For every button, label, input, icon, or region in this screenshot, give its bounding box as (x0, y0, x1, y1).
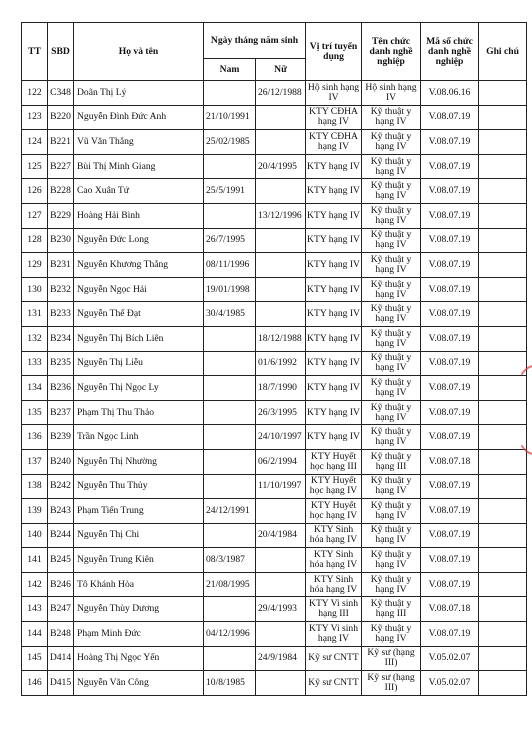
row-dob-female: 29/4/1993 (256, 597, 306, 622)
row-tt: 145 (22, 646, 48, 671)
row-position: KTY hạng IV (306, 154, 362, 179)
row-name: Hoàng Thị Ngọc Yến (74, 646, 204, 671)
row-position: KTY Vi sinh hạng III (306, 597, 362, 622)
row-dob-male: 08/11/1996 (204, 253, 256, 278)
row-tt: 128 (22, 228, 48, 253)
row-code: V.08.07.19 (421, 179, 479, 204)
row-dob-female: 24/9/1984 (256, 646, 306, 671)
row-tt: 146 (22, 671, 48, 696)
table-row (22, 425, 527, 450)
row-sbd: B239 (48, 425, 74, 450)
row-dob-female (256, 105, 306, 130)
header-dob: Ngày tháng năm sinh (204, 23, 306, 59)
row-title: Kỹ thuật y hạng IV (362, 302, 421, 327)
candidate-table (21, 22, 527, 696)
row-code: V.08.06.16 (421, 81, 479, 106)
row-title: Kỹ thuật y hạng IV (362, 130, 421, 155)
row-title: Kỹ thuật y hạng III (362, 449, 421, 474)
row-sbd: B220 (48, 105, 74, 130)
row-position: KTY hạng IV (306, 253, 362, 278)
header-sbd: SBD (48, 23, 74, 81)
row-dob-female (256, 130, 306, 155)
header-tt: TT (22, 23, 48, 81)
row-dob-male: 25/02/1985 (204, 130, 256, 155)
row-title: Kỹ thuật y hạng IV (362, 572, 421, 597)
row-title: Kỹ thuật y hạng IV (362, 326, 421, 351)
table-row (22, 474, 527, 499)
row-position: KTY Sinh hóa hạng IV (306, 572, 362, 597)
row-dob-male: 19/01/1998 (204, 277, 256, 302)
table-row (22, 523, 527, 548)
header-male: Nam (204, 59, 256, 81)
row-title: Kỹ thuật y hạng IV (362, 523, 421, 548)
row-position: KTY hạng IV (306, 400, 362, 425)
row-sbd: B230 (48, 228, 74, 253)
row-note (479, 572, 527, 597)
row-name: Nguyễn Thu Thủy (74, 474, 204, 499)
row-code: V.08.07.19 (421, 400, 479, 425)
document-page (21, 22, 526, 696)
row-tt: 137 (22, 449, 48, 474)
row-tt: 139 (22, 499, 48, 524)
row-code: V.08.07.19 (421, 351, 479, 376)
row-position: KTY hạng IV (306, 203, 362, 228)
row-sbd: B235 (48, 351, 74, 376)
table-row (22, 376, 527, 401)
row-sbd: B244 (48, 523, 74, 548)
row-code: V.08.07.19 (421, 326, 479, 351)
row-name: Nguyễn Thùy Dương (74, 597, 204, 622)
table-row (22, 622, 527, 647)
row-dob-male (204, 449, 256, 474)
row-position: KTY hạng IV (306, 228, 362, 253)
row-dob-male: 26/7/1995 (204, 228, 256, 253)
row-code: V.05.02.07 (421, 646, 479, 671)
row-dob-female: 18/12/1988 (256, 326, 306, 351)
header-female: Nữ (256, 59, 306, 81)
row-note (479, 671, 527, 696)
table-header-row (22, 23, 527, 59)
row-position: KTY Vi sinh hạng IV (306, 622, 362, 647)
row-position: KTY Sinh hóa hạng IV (306, 523, 362, 548)
row-note (479, 548, 527, 573)
row-dob-female: 01/6/1992 (256, 351, 306, 376)
row-name: Vũ Văn Thắng (74, 130, 204, 155)
row-position: KTY CĐHA hạng IV (306, 130, 362, 155)
row-sbd: B247 (48, 597, 74, 622)
row-dob-female (256, 671, 306, 696)
row-dob-female: 18/7/1990 (256, 376, 306, 401)
table-row (22, 302, 527, 327)
row-dob-female (256, 572, 306, 597)
row-name: Bùi Thị Minh Giang (74, 154, 204, 179)
row-tt: 122 (22, 81, 48, 106)
row-name: Phạm Minh Đức (74, 622, 204, 647)
row-dob-female (256, 302, 306, 327)
row-dob-female: 20/4/1995 (256, 154, 306, 179)
row-code: V.05.02.07 (421, 671, 479, 696)
row-note (479, 351, 527, 376)
row-tt: 123 (22, 105, 48, 130)
row-dob-male: 30/4/1985 (204, 302, 256, 327)
row-name: Nguyễn Khương Thắng (74, 253, 204, 278)
row-dob-female (256, 622, 306, 647)
row-note (479, 499, 527, 524)
row-note (479, 130, 527, 155)
row-position: KTY hạng IV (306, 326, 362, 351)
row-code: V.08.07.19 (421, 572, 479, 597)
row-tt: 140 (22, 523, 48, 548)
row-name: Nguyễn Đức Long (74, 228, 204, 253)
row-title: Kỹ thuật y hạng IV (362, 499, 421, 524)
row-sbd: D414 (48, 646, 74, 671)
row-title: Hộ sinh hạng IV (362, 81, 421, 106)
row-tt: 133 (22, 351, 48, 376)
row-note (479, 523, 527, 548)
table-row (22, 548, 527, 573)
row-position: KTY hạng IV (306, 277, 362, 302)
row-title: Kỹ thuật y hạng IV (362, 400, 421, 425)
row-dob-male (204, 474, 256, 499)
row-name: Trần Ngọc Linh (74, 425, 204, 450)
table-row (22, 400, 527, 425)
row-dob-female: 20/4/1984 (256, 523, 306, 548)
table-row (22, 130, 527, 155)
row-note (479, 474, 527, 499)
row-name: Nguyễn Đình Đức Anh (74, 105, 204, 130)
row-dob-male (204, 597, 256, 622)
row-tt: 138 (22, 474, 48, 499)
row-dob-male (204, 154, 256, 179)
row-tt: 132 (22, 326, 48, 351)
table-row (22, 253, 527, 278)
row-position: KTY hạng IV (306, 425, 362, 450)
row-sbd: C348 (48, 81, 74, 106)
row-dob-male (204, 376, 256, 401)
row-note (479, 253, 527, 278)
row-tt: 129 (22, 253, 48, 278)
header-title: Tên chức danh nghề nghiệp (362, 23, 421, 81)
row-tt: 135 (22, 400, 48, 425)
row-dob-male (204, 203, 256, 228)
table-row (22, 572, 527, 597)
row-sbd: B240 (48, 449, 74, 474)
row-name: Nguyễn Thị Nhường (74, 449, 204, 474)
row-note (479, 326, 527, 351)
row-name: Nguyễn Thị Chi (74, 523, 204, 548)
row-code: V.08.07.19 (421, 622, 479, 647)
row-name: Doãn Thị Lý (74, 81, 204, 106)
table-row (22, 154, 527, 179)
row-note (479, 179, 527, 204)
row-code: V.08.07.19 (421, 523, 479, 548)
row-position: KTY hạng IV (306, 351, 362, 376)
row-position: KTY Huyết học hạng IV (306, 499, 362, 524)
row-position: Hộ sinh hạng IV (306, 81, 362, 106)
row-name: Phạm Tiến Trung (74, 499, 204, 524)
row-name: Nguyễn Trung Kiên (74, 548, 204, 573)
row-position: KTY Huyết học hạng III (306, 449, 362, 474)
row-title: Kỹ thuật y hạng IV (362, 351, 421, 376)
row-note (479, 277, 527, 302)
row-note (479, 203, 527, 228)
table-row (22, 646, 527, 671)
row-position: Kỹ sư CNTT (306, 671, 362, 696)
row-title: Kỹ thuật y hạng IV (362, 548, 421, 573)
row-tt: 127 (22, 203, 48, 228)
row-tt: 143 (22, 597, 48, 622)
row-title: Kỹ thuật y hạng IV (362, 105, 421, 130)
row-dob-male (204, 425, 256, 450)
row-name: Nguyễn Thế Đạt (74, 302, 204, 327)
row-note (479, 302, 527, 327)
row-dob-female: 13/12/1996 (256, 203, 306, 228)
row-dob-male: 08/3/1987 (204, 548, 256, 573)
row-code: V.08.07.19 (421, 203, 479, 228)
header-position: Vị trí tuyển dụng (306, 23, 362, 81)
row-title: Kỹ thuật y hạng IV (362, 277, 421, 302)
table-row (22, 277, 527, 302)
row-note (479, 449, 527, 474)
row-title: Kỹ sư (hạng III) (362, 646, 421, 671)
row-code: V.08.07.19 (421, 474, 479, 499)
row-title: Kỹ thuật y hạng IV (362, 203, 421, 228)
row-title: Kỹ thuật y hạng IV (362, 228, 421, 253)
row-title: Kỹ thuật y hạng IV (362, 474, 421, 499)
header-code: Mã số chức danh nghề nghiệp (421, 23, 479, 81)
row-sbd: B246 (48, 572, 74, 597)
row-dob-female (256, 277, 306, 302)
row-tt: 136 (22, 425, 48, 450)
table-row (22, 203, 527, 228)
table-row (22, 597, 527, 622)
row-dob-male: 04/12/1996 (204, 622, 256, 647)
row-sbd: B248 (48, 622, 74, 647)
row-tt: 142 (22, 572, 48, 597)
table-row (22, 449, 527, 474)
row-name: Nguyễn Văn Công (74, 671, 204, 696)
row-dob-male (204, 351, 256, 376)
row-tt: 124 (22, 130, 48, 155)
row-code: V.08.07.19 (421, 425, 479, 450)
row-name: Nguyễn Thị Bích Liên (74, 326, 204, 351)
row-code: V.08.07.19 (421, 376, 479, 401)
row-note (479, 646, 527, 671)
row-position: KTY hạng IV (306, 302, 362, 327)
row-code: V.08.07.18 (421, 597, 479, 622)
row-dob-male (204, 326, 256, 351)
row-sbd: B242 (48, 474, 74, 499)
row-dob-female (256, 548, 306, 573)
row-dob-female: 11/10/1997 (256, 474, 306, 499)
row-tt: 134 (22, 376, 48, 401)
row-code: V.08.07.19 (421, 228, 479, 253)
row-sbd: D415 (48, 671, 74, 696)
row-tt: 144 (22, 622, 48, 647)
row-code: V.08.07.19 (421, 154, 479, 179)
row-code: V.08.07.19 (421, 277, 479, 302)
row-name: Cao Xuân Tứ (74, 179, 204, 204)
row-position: KTY CĐHA hạng IV (306, 105, 362, 130)
row-position: KTY hạng IV (306, 179, 362, 204)
row-position: KTY hạng IV (306, 376, 362, 401)
row-dob-male: 24/12/1991 (204, 499, 256, 524)
row-code: V.08.07.19 (421, 130, 479, 155)
header-note: Ghi chú (479, 23, 527, 81)
row-position: KTY Sinh hóa hạng IV (306, 548, 362, 573)
row-tt: 126 (22, 179, 48, 204)
row-dob-female (256, 253, 306, 278)
table-row (22, 179, 527, 204)
row-title: Kỹ thuật y hạng IV (362, 179, 421, 204)
row-name: Nguyễn Thị Ngọc Ly (74, 376, 204, 401)
table-row (22, 228, 527, 253)
row-name: Nguyễn Ngọc Hải (74, 277, 204, 302)
row-sbd: B227 (48, 154, 74, 179)
row-sbd: B232 (48, 277, 74, 302)
row-title: Kỹ thuật y hạng III (362, 597, 421, 622)
table-row (22, 81, 527, 106)
table-row (22, 105, 527, 130)
row-sbd: B221 (48, 130, 74, 155)
row-code: V.08.07.19 (421, 548, 479, 573)
row-dob-male (204, 81, 256, 106)
row-name: Hoàng Hải Bình (74, 203, 204, 228)
row-sbd: B243 (48, 499, 74, 524)
row-code: V.08.07.19 (421, 302, 479, 327)
row-note (479, 154, 527, 179)
row-dob-male: 25/5/1991 (204, 179, 256, 204)
row-tt: 141 (22, 548, 48, 573)
row-code: V.08.07.19 (421, 499, 479, 524)
row-sbd: B234 (48, 326, 74, 351)
row-dob-male (204, 646, 256, 671)
row-note (479, 622, 527, 647)
row-title: Kỹ thuật y hạng IV (362, 622, 421, 647)
row-title: Kỹ thuật y hạng IV (362, 376, 421, 401)
row-dob-female: 06/2/1994 (256, 449, 306, 474)
row-dob-male: 21/10/1991 (204, 105, 256, 130)
row-dob-female: 26/3/1995 (256, 400, 306, 425)
row-note (479, 597, 527, 622)
row-position: KTY Huyết học hạng IV (306, 474, 362, 499)
row-code: V.08.07.19 (421, 253, 479, 278)
row-tt: 130 (22, 277, 48, 302)
row-title: Kỹ thuật y hạng IV (362, 425, 421, 450)
row-dob-male (204, 400, 256, 425)
table-row (22, 326, 527, 351)
row-dob-male: 10/8/1985 (204, 671, 256, 696)
row-sbd: B245 (48, 548, 74, 573)
row-title: Kỹ thuật y hạng IV (362, 154, 421, 179)
row-sbd: B228 (48, 179, 74, 204)
row-code: V.08.07.18 (421, 449, 479, 474)
row-title: Kỹ thuật y hạng IV (362, 253, 421, 278)
row-sbd: B237 (48, 400, 74, 425)
row-dob-female (256, 499, 306, 524)
header-name: Họ và tên (74, 23, 204, 81)
table-row (22, 499, 527, 524)
row-title: Kỹ sư (hạng III) (362, 671, 421, 696)
table-row (22, 351, 527, 376)
row-name: Nguyễn Thị Liễu (74, 351, 204, 376)
row-sbd: B236 (48, 376, 74, 401)
row-note (479, 81, 527, 106)
row-sbd: B231 (48, 253, 74, 278)
row-note (479, 228, 527, 253)
row-dob-female: 24/10/1997 (256, 425, 306, 450)
row-code: V.08.07.19 (421, 105, 479, 130)
row-dob-female: 26/12/1988 (256, 81, 306, 106)
row-dob-female (256, 179, 306, 204)
row-note (479, 105, 527, 130)
row-name: Phạm Thị Thu Thảo (74, 400, 204, 425)
row-sbd: B233 (48, 302, 74, 327)
row-dob-female (256, 228, 306, 253)
row-sbd: B229 (48, 203, 74, 228)
row-tt: 131 (22, 302, 48, 327)
row-dob-male (204, 523, 256, 548)
row-name: Tô Khánh Hòa (74, 572, 204, 597)
row-position: Kỹ sư CNTT (306, 646, 362, 671)
table-row (22, 671, 527, 696)
row-tt: 125 (22, 154, 48, 179)
row-dob-male: 21/08/1995 (204, 572, 256, 597)
